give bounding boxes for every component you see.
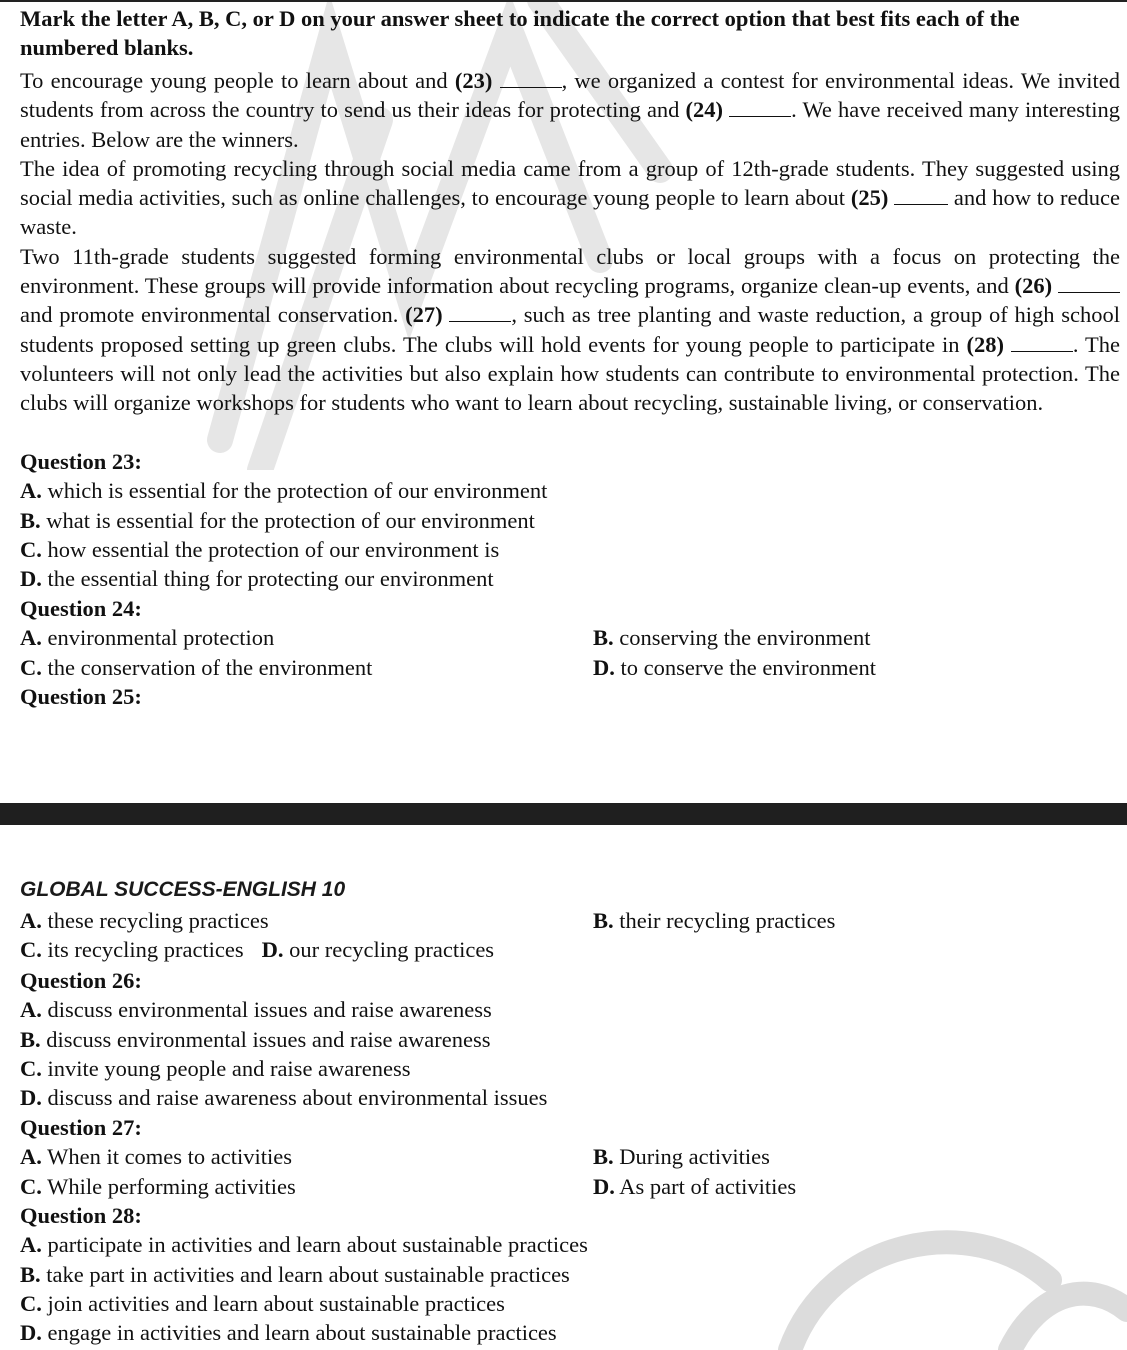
blank-number-24: (24) (685, 97, 724, 123)
option-letter: C. (20, 536, 42, 562)
option-letter: B. (593, 625, 614, 651)
option-27-a[interactable] (20, 1142, 593, 1171)
instructions: Mark the letter A, B, C, or D on your answer sheet to indicate the correct option that best fits each of the numbered blanks. (20, 6, 1020, 60)
option-text: which is essential for the protection of our environment (41, 478, 548, 504)
option-text: these recycling practices (41, 908, 269, 933)
blank-number-23: (23) (454, 68, 493, 93)
option-text: engage in activities and learn about sustainable practices (41, 1320, 557, 1346)
option-letter: A. (20, 625, 42, 651)
option-text: environmental protection (41, 625, 275, 651)
option-27-b[interactable] (593, 1142, 770, 1171)
option-text: invite young people and raise awareness (41, 1055, 411, 1081)
option-25-d[interactable] (262, 937, 494, 962)
text-run: . The volunteers will not only lead the activities but also explain how students can contribute to environmental protection. The clubs will organize workshops for students who want to learn about recycling, sustainable living, or conservation. (20, 331, 1120, 416)
option-text: the conservation of the environment (41, 654, 373, 680)
option-letter: B. (593, 908, 614, 933)
question-25 (20, 682, 1120, 711)
option-23-b[interactable] (20, 506, 1120, 535)
question-title: Question 23: (20, 449, 142, 474)
option-23-c[interactable] (20, 535, 1120, 564)
text-run: , we organized a contest for environmental ideas. We invited students from across the country to send us their ideas for protecting and (20, 68, 1121, 123)
question-24 (20, 594, 1120, 682)
top-border (0, 0, 1127, 2)
option-letter: B. (593, 1144, 614, 1170)
option-letter: D. (593, 1173, 615, 1199)
question-28 (20, 1201, 1120, 1347)
option-text: When it comes to activities (41, 1144, 293, 1170)
option-text: As part of activities (614, 1173, 797, 1199)
option-text: discuss and raise awareness about environmental issues (41, 1085, 548, 1111)
option-24-b[interactable] (593, 623, 870, 652)
option-23-a[interactable] (20, 476, 1120, 505)
option-text: its recycling practices (41, 937, 244, 963)
option-row (20, 623, 1120, 652)
option-26-a[interactable] (20, 995, 1120, 1024)
option-letter: D. (593, 654, 615, 680)
option-28-a[interactable] (20, 1230, 1120, 1259)
option-row (20, 906, 1120, 935)
option-28-b[interactable] (20, 1260, 1120, 1289)
question-25-options (20, 906, 1120, 965)
question-title: Question 24: (20, 596, 142, 621)
blank-number-25: (25) (850, 185, 889, 211)
blank-number-26: (26) (1014, 273, 1053, 299)
option-letter: D. (20, 1320, 42, 1346)
option-letter: D. (261, 937, 284, 963)
option-row (20, 935, 1120, 964)
blank-27[interactable] (449, 303, 511, 322)
text-run: Two 11th-grade students suggested forming environmental clubs or local groups with a focus on protecting the environment. These groups will provide information about recycling programs, organize clean-up events, and (20, 243, 1120, 299)
option-28-d[interactable] (20, 1318, 1120, 1347)
option-letter: A. (20, 1232, 42, 1258)
text-run: The idea of promoting recycling through social media came from a group of 12th-grade students. They suggested using social media activities, such as online challenges, to encourage young people to learn about (20, 155, 1120, 211)
question-title: Question 27: (20, 1115, 142, 1140)
passage (20, 66, 1120, 418)
option-text: While performing activities (41, 1173, 296, 1199)
option-24-d[interactable] (593, 653, 876, 682)
option-letter: C. (20, 1055, 42, 1081)
text-run: and how to reduce waste. (20, 185, 1120, 240)
option-24-a[interactable] (20, 623, 593, 652)
option-letter: D. (20, 566, 42, 592)
passage-paragraph (20, 66, 1120, 154)
text-run: , such as tree planting and waste reduction, a group of high school students proposed setting up green clubs. The clubs will hold events for young people to participate in (20, 302, 1121, 357)
text-run: . We have received many interesting entries. Below are the winners. (20, 97, 1120, 152)
option-letter: A. (20, 478, 42, 504)
question-27 (20, 1113, 1120, 1201)
option-text: During activities (613, 1144, 770, 1170)
option-27-d[interactable] (593, 1172, 796, 1201)
option-text: conserving the environment (613, 625, 871, 651)
option-text: the essential thing for protecting our environment (41, 566, 494, 592)
section-header: GLOBAL SUCCESS-ENGLISH 10 (20, 878, 346, 901)
option-26-b[interactable] (20, 1025, 1120, 1054)
option-28-c[interactable] (20, 1289, 1120, 1318)
option-text: how essential the protection of our environment is (41, 536, 500, 562)
option-23-d[interactable] (20, 564, 1120, 593)
option-letter: A. (20, 908, 42, 933)
option-letter: D. (20, 1085, 42, 1111)
option-25-c[interactable] (20, 937, 244, 962)
option-text: their recycling practices (613, 908, 836, 933)
blank-26[interactable] (1058, 274, 1120, 293)
option-text: discuss environmental issues and raise awareness (41, 997, 492, 1023)
question-title: Question 28: (20, 1203, 142, 1228)
page-divider (0, 803, 1127, 825)
passage-paragraph (20, 154, 1120, 242)
option-letter: B. (20, 1026, 41, 1052)
blank-24[interactable] (729, 98, 791, 117)
option-text: participate in activities and learn about sustainable practices (41, 1232, 588, 1258)
option-text: discuss environmental issues and raise awareness (40, 1026, 491, 1052)
blank-number-27: (27) (405, 302, 443, 328)
option-letter: B. (20, 1261, 41, 1287)
option-letter: B. (20, 507, 41, 533)
option-25-b[interactable] (593, 906, 835, 935)
option-row (20, 1172, 1120, 1201)
blank-number-28: (28) (966, 331, 1004, 357)
option-letter: C. (20, 1173, 42, 1199)
option-letter: C. (20, 1290, 42, 1316)
option-row (20, 1142, 1120, 1171)
option-25-a[interactable] (20, 906, 593, 935)
question-title: Question 25: (20, 684, 142, 709)
blank-25[interactable] (894, 186, 948, 205)
option-27-c[interactable] (20, 1172, 593, 1201)
option-26-d[interactable] (20, 1083, 1120, 1112)
option-letter: A. (20, 1144, 42, 1170)
option-text: join activities and learn about sustainable practices (41, 1290, 505, 1316)
option-text: what is essential for the protection of our environment (40, 507, 535, 533)
option-text: to conserve the environment (614, 654, 877, 680)
blank-28[interactable] (1011, 333, 1073, 352)
option-letter: A. (20, 997, 42, 1023)
text-run: and promote environmental conservation. (20, 302, 406, 328)
option-text: take part in activities and learn about sustainable practices (40, 1261, 570, 1287)
option-letter: C. (20, 937, 42, 963)
option-text: our recycling practices (283, 937, 495, 963)
option-row (20, 653, 1120, 682)
option-24-c[interactable] (20, 653, 593, 682)
question-title: Question 26: (20, 968, 142, 993)
question-26 (20, 966, 1120, 1112)
question-23 (20, 447, 1120, 593)
option-26-c[interactable] (20, 1054, 1120, 1083)
option-letter: C. (20, 654, 42, 680)
passage-paragraph (20, 242, 1120, 418)
blank-23[interactable] (500, 69, 562, 88)
text-run: To encourage young people to learn about and (20, 68, 455, 93)
